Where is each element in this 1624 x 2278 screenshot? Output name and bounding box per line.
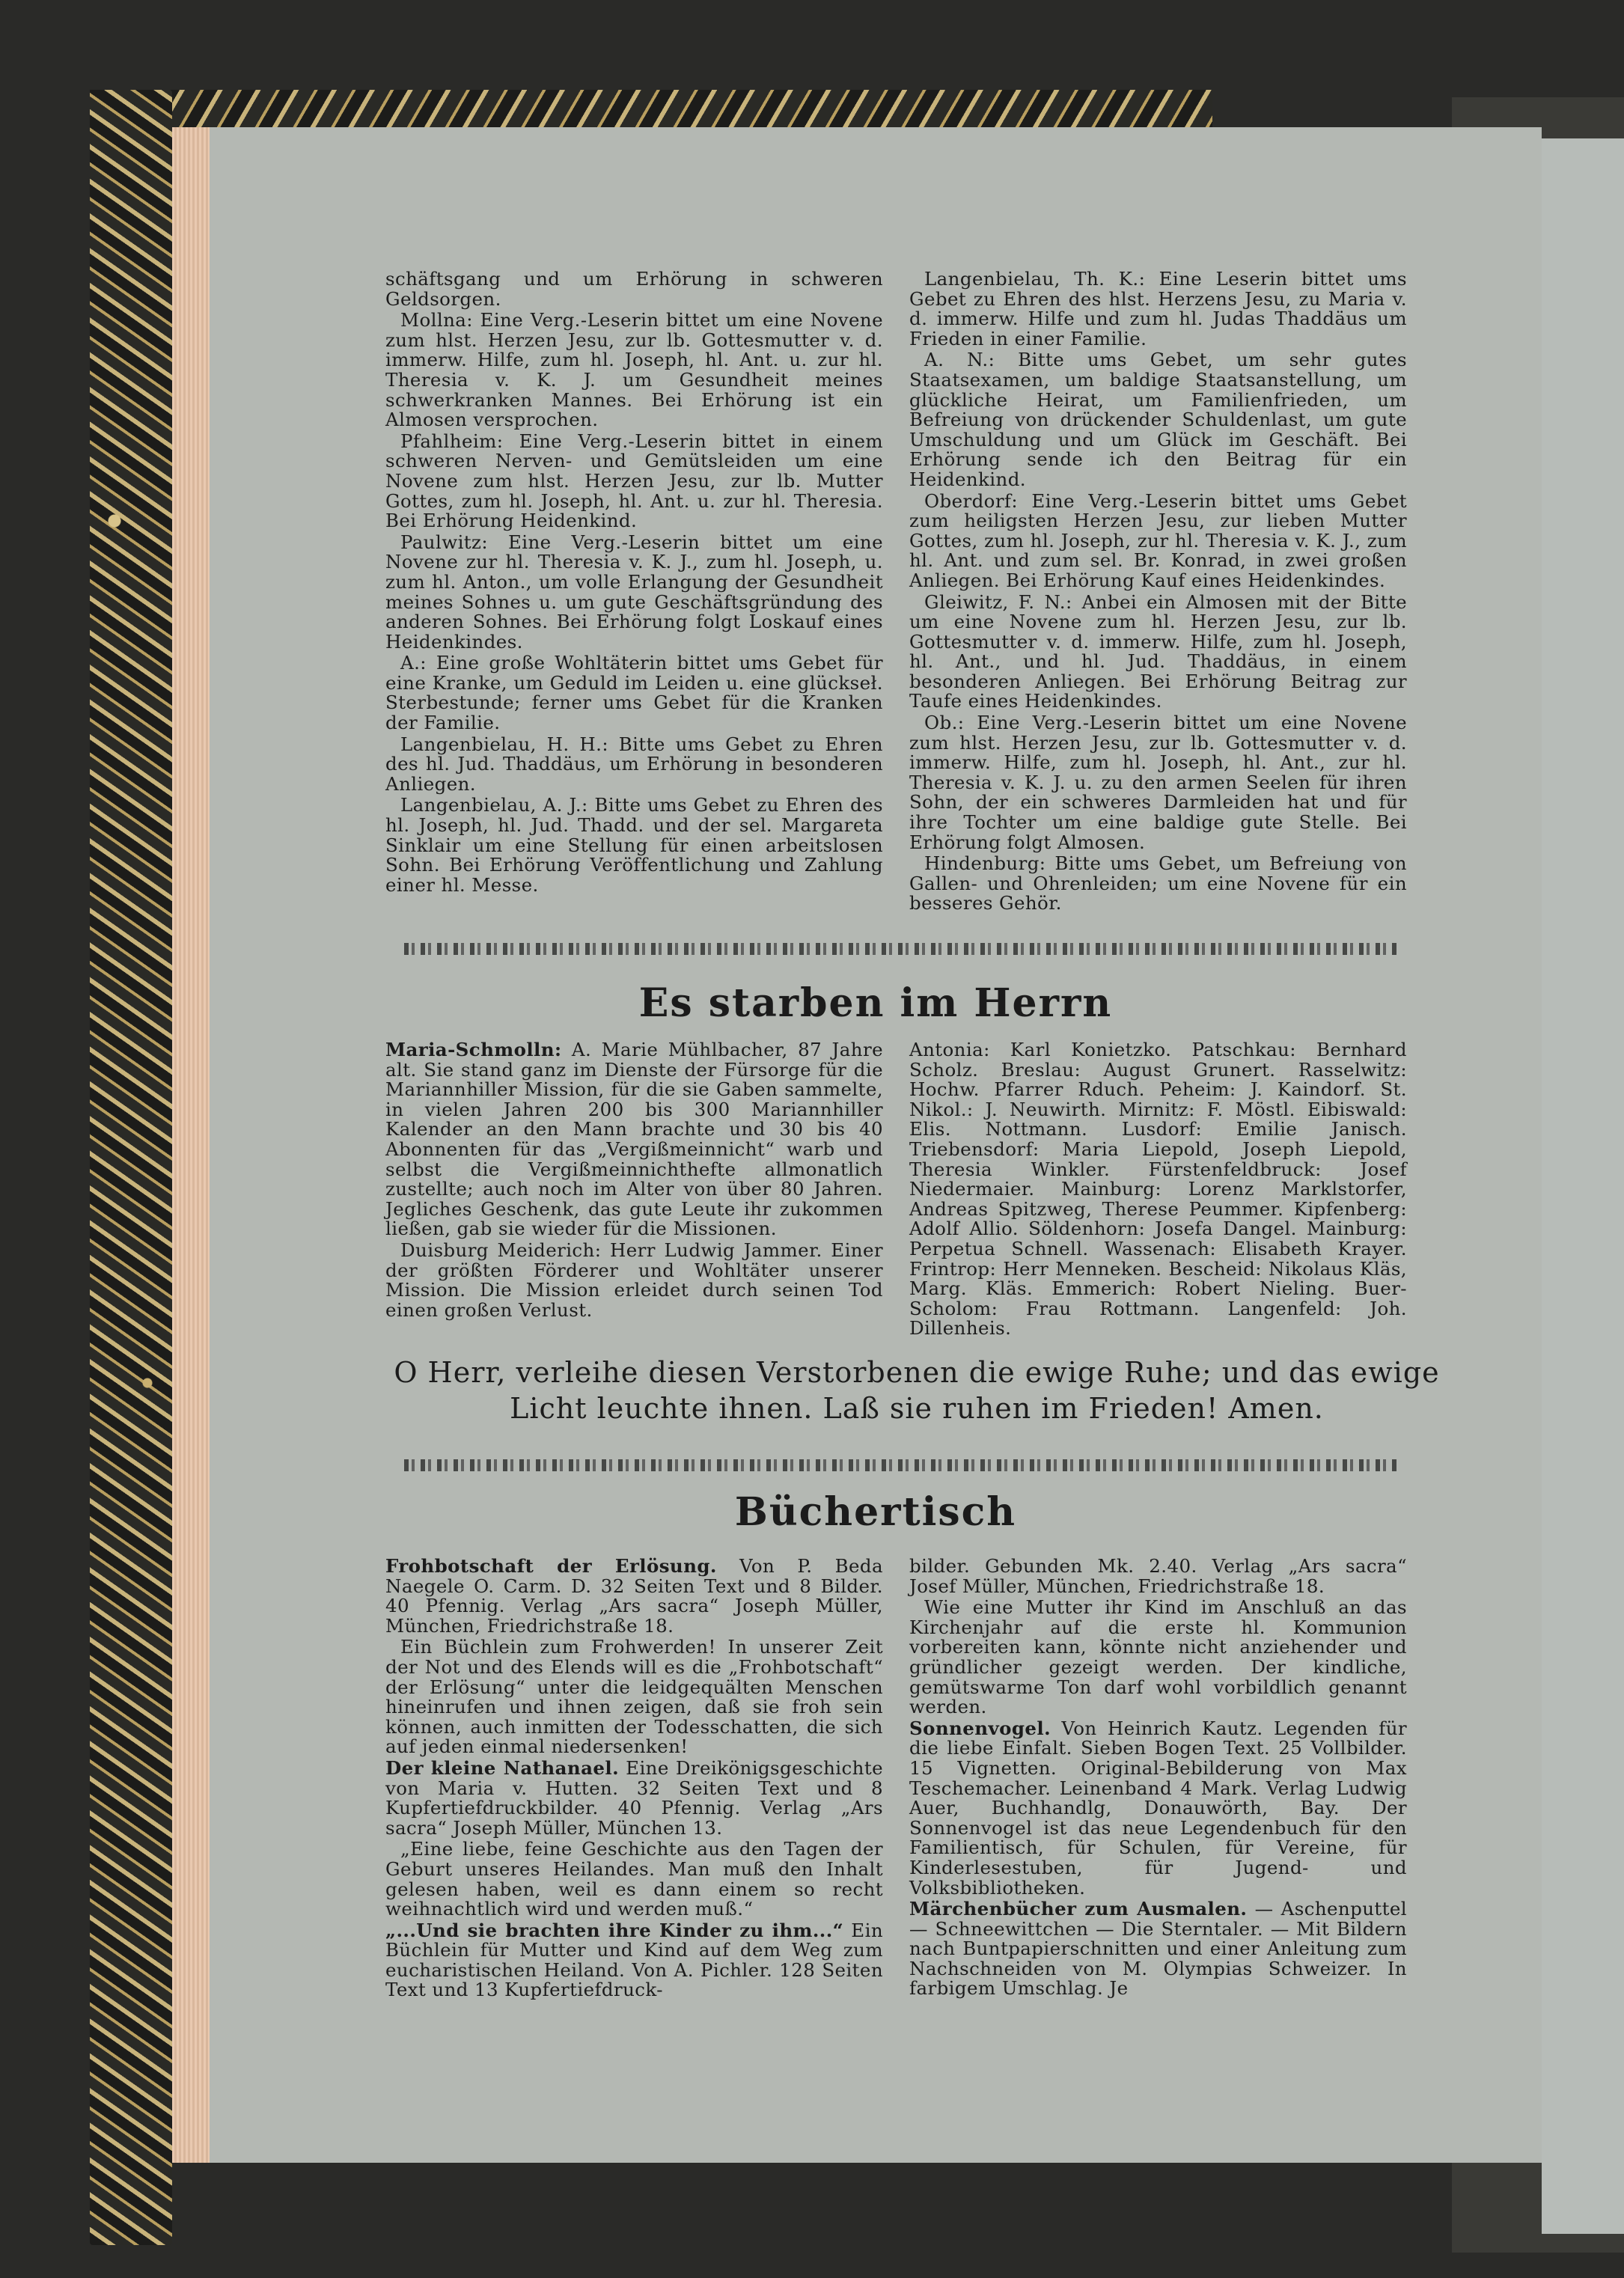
request-paragraph: Mollna: Eine Verg.-Leserin bittet um eine Novene zum hlst. Herzen Jesu, zur lb. Gottesmutter v. d. immerw. Hilfe, zum hl. Joseph, hl. Ant. u. zur hl. Theresia v. K. J. um Gesundheit meines schwerkranken Mannes. Bei Erhörung ist ein Almosen versprochen.: [385, 309, 883, 431]
book-entry: [385, 1557, 883, 1636]
document-page: [210, 127, 1542, 2163]
obituary-paragraph: [385, 1040, 883, 1239]
prayer-requests-col1: [385, 269, 883, 897]
books-col1: [385, 1557, 883, 2002]
request-paragraph: A. N.: Bitte ums Gebet, um sehr gutes Staatsexamen, um baldige Staatsanstellung, um glückliche Heirat, um Familienfrieden, um Befreiung von drückender Schuldenlast, um gute Umschuldung und um Glück im Geschäft. Bei Erhörung sende ich den Beitrag für ein Heidenkind.: [909, 349, 1407, 490]
book-title: Frohbotschaft der Erlösung.: [385, 1555, 717, 1577]
request-paragraph: Paulwitz: Eine Verg.-Leserin bittet um eine Novene zur hl. Theresia v. K. J., zum hl. Joseph, u. zum hl. Anton., um volle Erlangung der Gesundheit meines Sohnes u. um gute Geschäftsgründung des anderen Sohnes. Bei Erhörung folgt Loskauf eines Heidenkindes.: [385, 531, 883, 653]
request-paragraph: Langenbielau, A. J.: Bitte ums Gebet zu Ehren des hl. Joseph, hl. Jud. Thadd. und der sel. Margareta Sinklair um eine Stellung für einen arbeitslosen Sohn. Bei Erhörung Veröffentlichung und Zahlung einer hl. Messe.: [385, 794, 883, 896]
book-title: „...Und sie brachten ihre Kinder zu ihm...“: [385, 1919, 844, 1941]
book-entry: Ein Büchlein zum Frohwerden! In unserer Zeit der Not und des Elends will es die „Frohbotschaft“ der Erlösung“ unter die leidgequälten Menschen hineinrufen und ihnen zeigen, daß sie froh sein können, auch inmitten der Todesschatten, die sich auf jeden einmal niedersenken!: [385, 1636, 883, 1758]
next-page-edge: [1542, 138, 1624, 2234]
book-entry: „Eine liebe, feine Geschichte aus den Tagen der Geburt unseres Heilandes. Man muß den Inhalt gelesen haben, weil es dann einem so recht weihnachtlich wird und werden muß.“: [385, 1838, 883, 1920]
obituary-list: Antonia: Karl Konietzko. Patschkau: Bernhard Scholz. Breslau: August Grunert. Rasselwitz: Hochw. Pfarrer Rduch. Peheim: J. Kaindorf. St. Nikol.: J. Neuwirth. Mirnitz: F. Möstl. Eibiswald: Elis. Nottmann. Lusdorf: Emilie Janisch. Triebensdorf: Maria Liepold, Joseph Liepold, Theresia Winkler. Fürstenfeldbruck: Josef Niedermaier. Mainburg: Lorenz Marklstorfer, Andreas Spitzweg, Therese Peummer. Kipfenberg: Adolf Allio. Söldenhorn: Josefa Dangel. Mainburg: Perpetua Schnell. Wassenach: Elisabeth Krayer. Frintrop: Herr Menneken. Bescheid: Nikolaus Kläs, Marg. Kläs. Emmerich: Robert Nieling. Buer-Scholom: Frau Rottmann. Langenfeld: Joh. Dillenheis.: [909, 1039, 1407, 1340]
books-heading: Büchertisch: [734, 1489, 1017, 1535]
book-title: Der kleine Nathanael.: [385, 1756, 620, 1779]
book-text: Von Heinrich Kautz. Legenden für die liebe Einfalt. Sieben Bogen Text. 25 Vollbilder. 15 Vignetten. Original-Bebilderung von Max Teschemacher. Leinenband 4 Mark. Verlag Ludwig Auer, Buchhandlg, Donauwörth, Bay. Der Sonnenvogel ist das neue Legendenbuch für den Familientisch, für Schulen, für Vereine, für Kinderlesestuben, für Jugend- und Volksbibliotheken.: [909, 1717, 1407, 1899]
request-paragraph: schäftsgang und um Erhörung in schweren Geldsorgen.: [385, 268, 883, 310]
ornament-divider: [404, 943, 1399, 955]
obituary-paragraph: Duisburg Meiderich: Herr Ludwig Jammer. Einer der größten Förderer und Wohltäter unserer Mission. Die Mission erleidet durch seinen Tod einen großen Verlust.: [385, 1239, 883, 1321]
book-title: Märchenbücher zum Ausmalen.: [909, 1898, 1248, 1920]
request-paragraph: Pfahlheim: Eine Verg.-Leserin bittet in einem schweren Nerven- und Gemütsleiden um eine Novene zum hlst. Herzen Jesu, zur lb. Mutter Gottes, zum hl. Joseph, hl. Ant. u. zur hl. Theresia. Bei Erhörung Heidenkind.: [385, 430, 883, 532]
obituary-place: Maria-Schmolln:: [385, 1039, 562, 1060]
request-paragraph: Gleiwitz, F. N.: Anbei ein Almosen mit der Bitte um eine Novene zum hl. Herzen Jesu, zur lb. Gottesmutter v. d. immerw. Hilfe, zum hl. Joseph, hl. Ant., und hl. Jud. Thaddäus, in einem besonderen Anliegen. Bei Erhörung Beitrag zur Taufe eines Heidenkindes.: [909, 590, 1407, 712]
obituary-col2: [909, 1040, 1407, 1340]
binding-marble-left: [90, 90, 172, 2245]
request-paragraph: Oberdorf: Eine Verg.-Leserin bittet ums Gebet zum heiligsten Herzen Jesu, zur lieben Mutter Gottes, zum hl. Joseph, zur hl. Theresia v. K. J., zum hl. Ant. und zum sel. Br. Konrad, in zwei großen Anliegen. Bei Erhörung Kauf eines Heidenkindes.: [909, 489, 1407, 591]
book-text: Von P. Beda Naegele O. Carm. D. 32 Seiten Text und 8 Bilder. 40 Pfennig. Verlag „Ars sacra“ Joseph Müller, München, Friedrichstraße 18.: [385, 1555, 883, 1637]
book-text: Eine Dreikönigsgeschichte von Maria v. Hutten. 32 Seiten Text und 8 Kupfertiefdruckbilder. 40 Pfennig. Verlag „Ars sacra“ Joseph Müller, München 13.: [385, 1756, 883, 1839]
prayer-requests-col2: [909, 269, 1407, 915]
memorial-prayer: O Herr, verleihe diesen Verstorbenen die ewige Ruhe; und das ewige Licht leuchte ihnen. Laß sie ruhen im Frieden! Amen.: [394, 1356, 1440, 1425]
ornament-divider: [404, 1459, 1399, 1471]
request-paragraph: A.: Eine große Wohltäterin bittet ums Gebet für eine Kranke, um Geduld im Leiden u. eine glückseł. Sterbestunde; ferner ums Gebet für die Kranken der Familie.: [385, 652, 883, 734]
book-entry: [909, 1719, 1407, 1898]
request-paragraph: Langenbielau, Th. K.: Eine Leserin bittet ums Gebet zu Ehren des hlst. Herzens Jesu, zu Maria v. d. immerw. Hilfe und zum hl. Judas Thaddäus um Frieden in einer Familie.: [909, 268, 1407, 349]
book-entry: bilder. Gebunden Mk. 2.40. Verlag „Ars sacra“ Josef Müller, München, Friedrichstraße 18.: [909, 1555, 1407, 1597]
request-paragraph: Langenbielau, H. H.: Bitte ums Gebet zu Ehren des hl. Jud. Thaddäus, um Erhörung in besonderen Anliegen.: [385, 733, 883, 795]
book-entry: [385, 1921, 883, 2000]
book-text: — Aschenputtel — Schneewittchen — Die Sterntaler. — Mit Bildern nach Buntpapierschnitten und einer Anleitung zum Nachschneiden von M. Olympias Schweizer. In farbigem Umschlag. Je: [909, 1898, 1407, 2000]
obituary-heading: Es starben im Herrn: [638, 980, 1113, 1026]
book-entry: [385, 1756, 883, 1839]
obituary-text: A. Marie Mühlbacher, 87 Jahre alt. Sie stand ganz im Dienste der Fürsorge für die Mariannhiller Mission, für die sie Gaben sammelte, in vielen Jahren 200 bis 300 Mariannhiller Kalender an den Mann brachte und 30 bis 40 Abonnenten für das „Vergißmeinnicht“ warb und selbst die Vergißmeinnichthefte allmonatlich zustellte; auch noch im Alter von über 80 Jahren. Jegliches Geschenk, das gute Leute ihr zukommen ließen, gab sie wieder für die Missionen.: [385, 1039, 883, 1240]
book-text: Ein Büchlein für Mutter und Kind auf dem Weg zum eucharistischen Heiland. Von A. Pichler. 128 Seiten Text und 13 Kupfertiefdruck-: [385, 1919, 883, 2001]
book-entry: [909, 1899, 1407, 1999]
book-entry: Wie eine Mutter ihr Kind im Anschluß an das Kirchenjahr auf die erste hl. Kommunion vorbereiten kann, könnte nicht anziehender und gründlicher gezeigt werden. Der kindliche, gemütswarme Ton darf wohl vorbildlich genannt werden.: [909, 1596, 1407, 1718]
request-paragraph: Hindenburg: Bitte ums Gebet, um Befreiung von Gallen- und Ohrenleiden; um eine Novene für ein besseres Gehör.: [909, 852, 1407, 914]
book-title: Sonnenvogel.: [909, 1717, 1051, 1739]
request-paragraph: Ob.: Eine Verg.-Leserin bittet um eine Novene zum hlst. Herzen Jesu, zur lb. Gottesmutter v. d. immerw. Hilfe, zum hl. Joseph, hl. Ant., zur hl. Theresia v. K. J. u. zu den armen Seelen für ihren Sohn, der ein schweres Darmleiden hat und für ihre Tochter um eine baldige gute Stelle. Bei Erhörung folgt Almosen.: [909, 712, 1407, 853]
books-col2: [909, 1557, 1407, 2000]
obituary-col1: [385, 1040, 883, 1322]
